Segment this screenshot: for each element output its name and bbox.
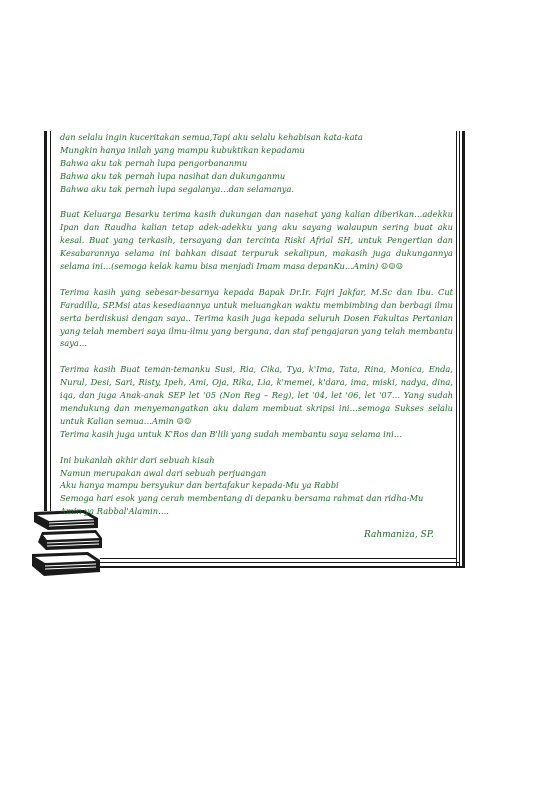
frame-right-line-inner xyxy=(456,131,457,568)
signature: Rahmaniza, SP. xyxy=(364,530,434,540)
family-paragraph: Buat Keluarga Besarku terima kasih dukungan dan nasehat yang kalian diberikan…adekku Ipan dan Raudha kalian tetap adek-adekku yang aku sayang walaupun sering buat aku kesal. Buat yang terkasih, tersayang dan tercinta Riski Afrial SH, untuk Pengertian dan Kesabarannya selama ini bahkan disaat terpuruk sekalipun, makasih juga dukungannya selama ini…(semoga kelak kamu bisa menjadi Imam masa depanKu…Amin) ☺☺☺ xyxy=(60,209,453,272)
poem-line: Bahwa aku tak pernah lupa nasihat dan dukunganmu xyxy=(60,170,286,181)
poem-line: Ini bukanlah akhir dari sebuah kisah xyxy=(60,454,215,465)
poem-line: Bahwa aku tak pernah lupa segalanya…dan selamanya. xyxy=(60,183,295,194)
frame-right-line-outer xyxy=(462,131,465,568)
frame-bottom-line-bottom xyxy=(100,566,465,568)
poem-line: Aku hanya mampu bersyukur dan bertafakur kepada-Mu ya Rabbi xyxy=(60,480,339,491)
poem-line: Namun merupakan awal dari sebuah perjuangan xyxy=(60,467,267,478)
frame-bottom-line-top xyxy=(100,558,457,559)
acknowledgement-text xyxy=(60,131,453,531)
friends-paragraph xyxy=(60,363,453,440)
frame-right-line-mid xyxy=(459,131,460,568)
poem-paragraph-1 xyxy=(60,131,453,196)
supervisor-paragraph: Terima kasih yang sebesar-besarnya kepada Bapak Dr.Ir. Fajri Jakfar, M.Sc dan Ibu. Cut Faradilla, SP.Msi atas kesediaannya untuk meluangkan waktu membimbing dan berbagi ilmu serta berdiskusi dengan saya.. Terima kasih juga kepada seluruh Dosen Fakultas Pertanian yang telah memberi saya ilmu-ilmu yang berguna, dan staf pengajaran yang telah membantu saya… xyxy=(60,286,453,349)
poem-line: Mungkin hanya inilah yang mampu kubuktikan kepadamu xyxy=(60,144,305,155)
friends-text: Terima kasih Buat teman-temanku Susi, Ria, Cika, Tya, k'Ima, Tata, Rina, Monica, Enda, Nurul, Desi, Sari, Risty, Ipeh, Ami, Oja, Rika, Lia, k'memei, k'dara, ima, miski, nadya, dina, iqa, dan juga Anak-anak SEP let '05 (Non Reg – Reg), let '04, let '06, let '07… Yang sudah mendukung dan menyemangatkan aku dalam membuat skripsi ini…semoga Sukses selalu untuk Kalian semua…Amin ☺☺ xyxy=(60,364,453,426)
poem-line: Amin ya Rabbal'Alamin…. xyxy=(60,506,170,517)
frame-left-line-outer xyxy=(44,131,47,511)
poem-line: Bahwa aku tak pernah lupa pengorbananmu xyxy=(60,157,248,168)
friends-extra-text: Terima kasih juga untuk K'Ros dan B'lili yang sudah membantu saya selama ini… xyxy=(60,428,403,439)
closing-poem xyxy=(60,454,453,519)
poem-line: dan selalu ingin kuceritakan semua,Tapi aku selalu kehabisan kata-kata xyxy=(60,132,363,142)
poem-line: Semoga hari esok yang cerah membentang di depanku bersama rahmat dan ridha-Mu xyxy=(60,493,424,504)
frame-bottom-line-mid xyxy=(100,562,460,563)
frame-left-line-inner xyxy=(50,131,51,511)
